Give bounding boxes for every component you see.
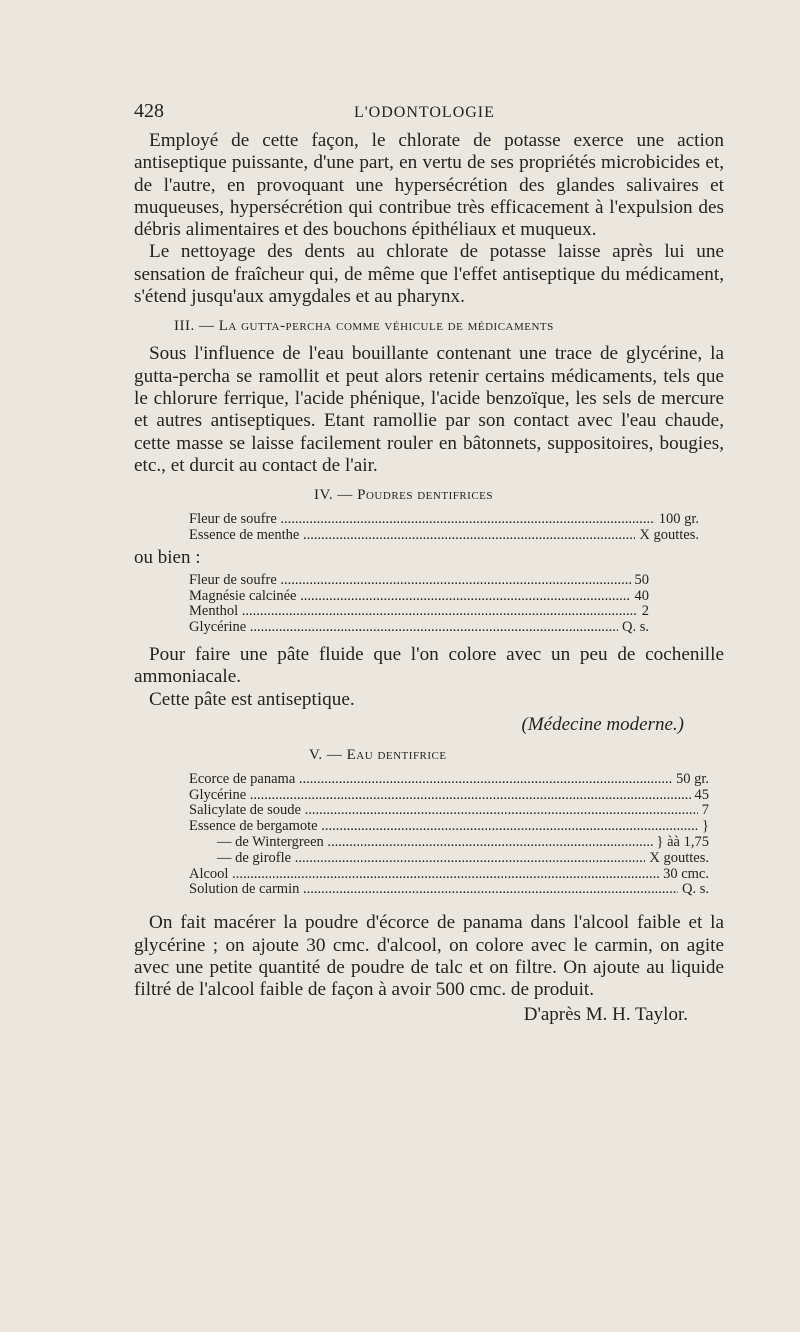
ingredient-name: Essence de bergamote ..... <box>189 819 698 835</box>
paragraph-pate-antiseptique: Cette pâte est antiseptique. <box>149 688 355 710</box>
recipe-poudre-1 <box>189 512 699 544</box>
recipe-row <box>189 882 709 898</box>
ingredient-name: Essence de menthe ..... <box>189 528 635 544</box>
section-heading-eau <box>309 744 724 766</box>
section-heading-poudres <box>314 484 724 506</box>
source-attribution: (Médecine moderne.) <box>521 713 684 735</box>
ingredient-name: Fleur de soufre ..... <box>189 512 655 528</box>
recipe-poudre-2 <box>189 573 649 636</box>
recipe-row <box>189 851 709 867</box>
document-page <box>134 100 724 1027</box>
alternative-label: ou bien : <box>134 546 201 568</box>
section-heading-text: III. — La gutta-percha comme véhicule de médicaments <box>174 318 554 335</box>
ingredient-name: — de girofle ..... <box>189 851 645 867</box>
ingredient-name: — de Wintergreen ..... <box>189 835 653 851</box>
recipe-row <box>189 528 699 544</box>
ingredient-name: Fleur de soufre ..... <box>189 573 631 589</box>
ingredient-qty: 50 <box>634 571 649 588</box>
ingredient-qty: } àà 1,75 <box>656 834 709 851</box>
running-title: L'ODONTOLOGIE <box>354 104 495 121</box>
recipe-row <box>189 819 709 835</box>
recipe-row <box>189 788 709 804</box>
recipe-row <box>189 772 709 788</box>
paragraph-pate-fluide: Pour faire une pâte fluide que l'on colore avec un peu de cochenille ammoniacale. <box>134 643 724 688</box>
ingredient-name: Menthol ..... <box>189 604 638 620</box>
ingredient-qty: 45 <box>694 786 709 803</box>
ingredient-name: Ecorce de panama ..... <box>189 772 672 788</box>
paragraph-chlorate-action: Employé de cette façon, le chlorate de potasse exerce une action antiseptique puissante, d'une part, en vertu de ses propriétés microbicides et, de l'autre, en provoquant une hypersécrétion des glandes salivaires et muqueuses, hypersécrétion qui contribue très efficacement à l'expulsion des débris alimentaires et des bouchons épithéliaux et muqueux. <box>134 130 724 241</box>
paragraph-chlorate-cleaning: Le nettoyage des dents au chlorate de potasse laisse après lui une sensation de fraîcheur qui, de même que l'effet antiseptique du médicament, s'étend jusqu'aux amygdales et au pharynx. <box>134 241 724 308</box>
ingredient-name: Alcool ..... <box>189 867 659 883</box>
recipe-row <box>189 803 709 819</box>
ingredient-qty: } <box>702 818 709 835</box>
ingredient-name: Salicylate de soude ..... <box>189 803 698 819</box>
paragraph-gutta-percha: Sous l'influence de l'eau bouillante contenant une trace de glycérine, la gutta-percha se ramollit et peut alors retenir certains médicaments, tels que le chlorure ferrique, l'acide phénique, l'acide benzoïque, les sels de mercure et autres antiseptiques. Etant ramollie par son contact avec l'eau chaude, cette masse se laisse facilement rouler en bâtonnets, suppositoires, bougies, etc., et durcit au contact de l'air. <box>134 343 724 476</box>
recipe-eau-dentifrice <box>189 772 709 898</box>
recipe-row <box>189 589 649 605</box>
ingredient-name: Glycérine ..... <box>189 620 618 636</box>
recipe-row <box>189 867 709 883</box>
recipe-row <box>189 835 709 851</box>
recipe-row <box>189 573 649 589</box>
ingredient-qty: Q. s. <box>682 881 709 898</box>
ingredient-qty: X gouttes. <box>639 526 699 543</box>
ingredient-name: Glycérine ..... <box>189 788 691 804</box>
ingredient-qty: 100 gr. <box>658 511 699 528</box>
ingredient-qty: 50 gr. <box>675 770 709 787</box>
recipe-row <box>189 512 699 528</box>
ingredient-qty: 40 <box>634 587 649 604</box>
ingredient-name: Solution de carmin ..... <box>189 882 678 898</box>
recipe-row <box>189 620 649 636</box>
recipe-row <box>189 604 649 620</box>
page-number: 428 <box>134 100 164 122</box>
ingredient-qty: 2 <box>641 603 649 620</box>
running-header <box>134 100 724 130</box>
ingredient-name: Magnésie calcinée ..... <box>189 589 631 605</box>
ingredient-qty: Q. s. <box>622 619 649 636</box>
signature: D'après M. H. Taylor. <box>523 1004 688 1026</box>
section-heading-text: IV. — Poudres dentifrices <box>314 487 494 504</box>
section-heading-text: V. — Eau dentifrice <box>309 746 447 763</box>
paragraph-preparation: On fait macérer la poudre d'écorce de panama dans l'alcool faible et la glycérine ; on ajoute 30 cmc. d'alcool, on colore avec le carmin, on agite avec une petite quantité de poudre de talc et on filtre. On ajoute au liquide filtré de l'alcool faible de façon à avoir 500 cmc. de produit. <box>134 912 724 1001</box>
ingredient-qty: X gouttes. <box>649 849 709 866</box>
ingredient-qty: 7 <box>701 802 709 819</box>
ingredient-qty: 30 cmc. <box>663 865 709 882</box>
section-heading-gutta-percha <box>174 315 724 337</box>
